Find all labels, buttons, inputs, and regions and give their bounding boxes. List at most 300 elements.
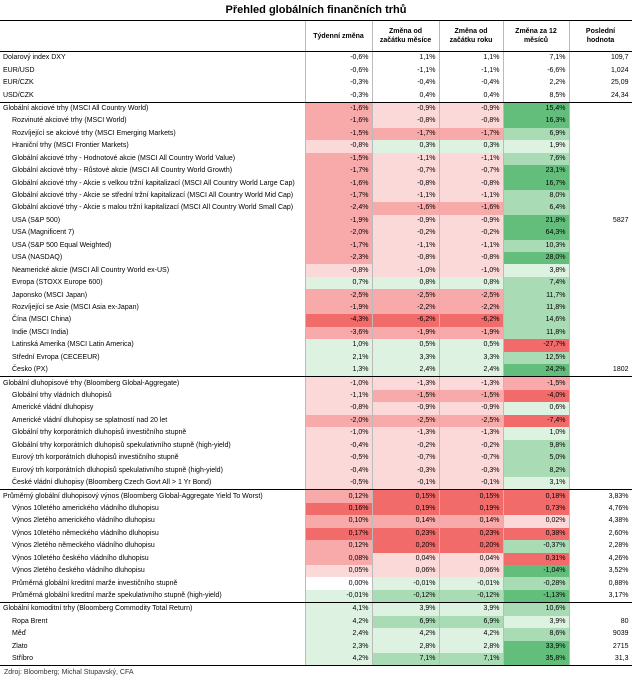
cell-last-value: 24,34: [569, 89, 632, 102]
table-row: [0, 64, 632, 76]
cell-mtd: -0,1%: [372, 477, 439, 490]
table-row: [0, 128, 632, 140]
cell-mtd: 0,4%: [372, 89, 439, 102]
cell-ytd: -0,9%: [439, 402, 503, 414]
table-row: [0, 264, 632, 276]
cell-last-value: [569, 427, 632, 439]
row-label: Výnos 2letého německého vládního dluhopisu: [0, 540, 305, 552]
table-row: [0, 440, 632, 452]
cell-ytd: -1,6%: [439, 202, 503, 214]
cell-12m: -0,37%: [503, 540, 569, 552]
table-row: [0, 464, 632, 476]
cell-mtd: -0,7%: [372, 452, 439, 464]
table-row: [0, 540, 632, 552]
cell-last-value: [569, 115, 632, 127]
cell-weekly: -1,6%: [305, 115, 372, 127]
cell-mtd: -1,1%: [372, 153, 439, 165]
cell-last-value: [569, 165, 632, 177]
cell-12m: 2,2%: [503, 77, 569, 89]
cell-12m: 7,6%: [503, 153, 569, 165]
cell-12m: 3,9%: [503, 616, 569, 628]
cell-last-value: [569, 603, 632, 616]
cell-weekly: -2,0%: [305, 227, 372, 239]
cell-12m: 28,0%: [503, 252, 569, 264]
cell-12m: 0,73%: [503, 503, 569, 515]
table-row: [0, 289, 632, 301]
cell-ytd: 2,4%: [439, 364, 503, 377]
cell-mtd: 0,04%: [372, 553, 439, 565]
cell-weekly: -0,8%: [305, 140, 372, 152]
table-row: [0, 553, 632, 565]
cell-weekly: 0,16%: [305, 503, 372, 515]
table-row: [0, 402, 632, 414]
table-row: [0, 302, 632, 314]
table-row: [0, 352, 632, 364]
cell-weekly: -1,5%: [305, 128, 372, 140]
cell-ytd: -1,1%: [439, 153, 503, 165]
cell-last-value: 3,17%: [569, 590, 632, 603]
cell-12m: 3,1%: [503, 477, 569, 490]
cell-12m: -1,04%: [503, 565, 569, 577]
cell-mtd: 0,15%: [372, 490, 439, 503]
cell-ytd: -1,1%: [439, 190, 503, 202]
cell-last-value: [569, 177, 632, 189]
page-title: Přehled globálních finančních trhů: [0, 0, 632, 21]
cell-ytd: 0,19%: [439, 503, 503, 515]
cell-weekly: -1,9%: [305, 215, 372, 227]
cell-mtd: -0,9%: [372, 215, 439, 227]
cell-ytd: 2,8%: [439, 641, 503, 653]
cell-weekly: 2,3%: [305, 641, 372, 653]
cell-mtd: -2,5%: [372, 289, 439, 301]
row-label: Střední Evropa (CECEEUR): [0, 352, 305, 364]
row-label: USA (S&P 500 Equal Weighted): [0, 240, 305, 252]
row-label: Ropa Brent: [0, 616, 305, 628]
cell-12m: -1,13%: [503, 590, 569, 603]
cell-last-value: [569, 128, 632, 140]
table-row: [0, 153, 632, 165]
cell-12m: 0,38%: [503, 528, 569, 540]
cell-mtd: -1,6%: [372, 202, 439, 214]
cell-12m: 8,0%: [503, 190, 569, 202]
header-row: [0, 21, 632, 52]
row-label: Globální trhy korporátních dluhopisů investičního stupně: [0, 427, 305, 439]
row-label: Eurový trh korporátních dluhopisů spekulativního stupně (high-yield): [0, 464, 305, 476]
table-row: [0, 377, 632, 390]
cell-last-value: [569, 190, 632, 202]
row-label: Globální komoditní trhy (Bloomberg Commodity Total Return): [0, 603, 305, 616]
cell-weekly: -1,7%: [305, 240, 372, 252]
row-label: Globální akciové trhy - Hodnotové akcie (MSCI All Country World Value): [0, 153, 305, 165]
cell-last-value: 5827: [569, 215, 632, 227]
cell-12m: 15,4%: [503, 102, 569, 115]
cell-ytd: -0,8%: [439, 252, 503, 264]
cell-ytd: -0,2%: [439, 440, 503, 452]
row-label: Stříbro: [0, 653, 305, 666]
row-label: Neamerické akcie (MSCI All Country World ex-US): [0, 264, 305, 276]
table-row: [0, 252, 632, 264]
cell-ytd: -0,2%: [439, 227, 503, 239]
cell-last-value: [569, 352, 632, 364]
row-label: USD/CZK: [0, 89, 305, 102]
cell-weekly: -1,7%: [305, 165, 372, 177]
table-row: [0, 215, 632, 227]
cell-last-value: 4,26%: [569, 553, 632, 565]
cell-last-value: [569, 227, 632, 239]
cell-last-value: 109,7: [569, 52, 632, 65]
cell-mtd: -0,4%: [372, 77, 439, 89]
cell-last-value: [569, 252, 632, 264]
cell-ytd: 6,9%: [439, 616, 503, 628]
cell-mtd: -1,7%: [372, 128, 439, 140]
cell-12m: 12,5%: [503, 352, 569, 364]
cell-mtd: 7,1%: [372, 653, 439, 666]
cell-weekly: 2,4%: [305, 628, 372, 640]
cell-mtd: -1,0%: [372, 264, 439, 276]
cell-last-value: [569, 452, 632, 464]
cell-12m: 33,9%: [503, 641, 569, 653]
table-row: [0, 240, 632, 252]
cell-weekly: 0,10%: [305, 515, 372, 527]
cell-ytd: -0,8%: [439, 177, 503, 189]
cell-ytd: -2,5%: [439, 289, 503, 301]
cell-12m: 9,8%: [503, 440, 569, 452]
cell-12m: 11,8%: [503, 302, 569, 314]
table-row: [0, 490, 632, 503]
row-label: Rozvíjející se Asie (MSCI Asia ex-Japan): [0, 302, 305, 314]
table-row: [0, 140, 632, 152]
cell-last-value: 31,3: [569, 653, 632, 666]
cell-last-value: [569, 402, 632, 414]
table-row: [0, 503, 632, 515]
cell-mtd: -0,8%: [372, 252, 439, 264]
row-label: Výnos 10letého českého vládního dluhopisu: [0, 553, 305, 565]
cell-weekly: -0,3%: [305, 89, 372, 102]
cell-last-value: [569, 464, 632, 476]
cell-12m: -4,0%: [503, 390, 569, 402]
cell-12m: 3,8%: [503, 264, 569, 276]
table-row: [0, 628, 632, 640]
cell-last-value: 1,024: [569, 64, 632, 76]
cell-weekly: -0,4%: [305, 440, 372, 452]
row-label: Indie (MSCI India): [0, 327, 305, 339]
cell-ytd: 4,2%: [439, 628, 503, 640]
row-label: Globální trhy vládních dluhopisů: [0, 390, 305, 402]
cell-ytd: 3,9%: [439, 603, 503, 616]
cell-12m: 6,9%: [503, 128, 569, 140]
cell-last-value: 0,88%: [569, 577, 632, 589]
cell-12m: 21,8%: [503, 215, 569, 227]
cell-weekly: 0,12%: [305, 540, 372, 552]
row-label: Globální akciové trhy - Růstové akcie (MSCI All Country World Growth): [0, 165, 305, 177]
cell-mtd: -1,1%: [372, 190, 439, 202]
cell-mtd: -0,01%: [372, 577, 439, 589]
cell-last-value: [569, 415, 632, 427]
cell-mtd: 0,3%: [372, 140, 439, 152]
cell-12m: 16,3%: [503, 115, 569, 127]
table-row: [0, 515, 632, 527]
cell-ytd: -1,9%: [439, 327, 503, 339]
cell-mtd: -0,3%: [372, 464, 439, 476]
cell-weekly: -1,0%: [305, 377, 372, 390]
table-row: [0, 89, 632, 102]
cell-weekly: -2,0%: [305, 415, 372, 427]
cell-ytd: -0,4%: [439, 77, 503, 89]
cell-12m: 10,3%: [503, 240, 569, 252]
cell-12m: 24,2%: [503, 364, 569, 377]
cell-weekly: -0,8%: [305, 402, 372, 414]
source-note: Zdroj: Bloomberg; Michal Stupavský, CFA: [4, 669, 134, 676]
cell-mtd: 2,4%: [372, 364, 439, 377]
table-row: [0, 52, 632, 65]
cell-last-value: 1802: [569, 364, 632, 377]
row-label: Výnos 10letého amerického vládního dluhopisu: [0, 503, 305, 515]
row-label: Měď: [0, 628, 305, 640]
row-label: Průměrná globální kreditní marže spekulativního stupně (high-yield): [0, 590, 305, 603]
cell-ytd: 0,3%: [439, 140, 503, 152]
table-row: [0, 477, 632, 490]
row-label: Výnos 2letého amerického vládního dluhopisu: [0, 515, 305, 527]
cell-mtd: -0,9%: [372, 102, 439, 115]
cell-weekly: 4,1%: [305, 603, 372, 616]
row-label: Čína (MSCI China): [0, 314, 305, 326]
cell-12m: 35,8%: [503, 653, 569, 666]
row-label: Výnos 2letého českého vládního dluhopisu: [0, 565, 305, 577]
cell-ytd: -2,5%: [439, 415, 503, 427]
cell-12m: 1,0%: [503, 427, 569, 439]
cell-mtd: 6,9%: [372, 616, 439, 628]
row-label: EUR/USD: [0, 64, 305, 76]
cell-weekly: 4,2%: [305, 616, 372, 628]
cell-ytd: 7,1%: [439, 653, 503, 666]
cell-mtd: 3,9%: [372, 603, 439, 616]
cell-ytd: -0,01%: [439, 577, 503, 589]
cell-last-value: 9039: [569, 628, 632, 640]
cell-weekly: -1,5%: [305, 153, 372, 165]
table-row: [0, 314, 632, 326]
cell-ytd: -1,1%: [439, 64, 503, 76]
cell-ytd: -1,5%: [439, 390, 503, 402]
cell-weekly: -3,6%: [305, 327, 372, 339]
cell-weekly: -1,7%: [305, 190, 372, 202]
cell-ytd: -1,3%: [439, 377, 503, 390]
cell-last-value: [569, 240, 632, 252]
cell-last-value: [569, 302, 632, 314]
cell-ytd: -0,1%: [439, 477, 503, 490]
cell-ytd: 0,4%: [439, 89, 503, 102]
cell-12m: 8,5%: [503, 89, 569, 102]
cell-mtd: 0,20%: [372, 540, 439, 552]
cell-mtd: -0,12%: [372, 590, 439, 603]
cell-ytd: -0,3%: [439, 464, 503, 476]
cell-mtd: 0,23%: [372, 528, 439, 540]
cell-last-value: 4,38%: [569, 515, 632, 527]
cell-weekly: -0,4%: [305, 464, 372, 476]
cell-ytd: -0,9%: [439, 102, 503, 115]
cell-weekly: 0,08%: [305, 553, 372, 565]
cell-weekly: -0,01%: [305, 590, 372, 603]
cell-weekly: 0,17%: [305, 528, 372, 540]
cell-12m: 0,02%: [503, 515, 569, 527]
table-row: [0, 190, 632, 202]
cell-last-value: [569, 102, 632, 115]
cell-last-value: 25,09: [569, 77, 632, 89]
table-body: [0, 52, 632, 666]
cell-12m: -27,7%: [503, 339, 569, 351]
cell-mtd: 0,5%: [372, 339, 439, 351]
cell-last-value: 3,52%: [569, 565, 632, 577]
cell-weekly: -0,5%: [305, 452, 372, 464]
row-label: Hraniční trhy (MSCI Frontier Markets): [0, 140, 305, 152]
cell-12m: -7,4%: [503, 415, 569, 427]
cell-weekly: -4,3%: [305, 314, 372, 326]
cell-weekly: -2,4%: [305, 202, 372, 214]
row-label: Globální akciové trhy - Akcie se střední tržní kapitalizací (MSCI All Country World Mid Cap): [0, 190, 305, 202]
cell-ytd: 0,14%: [439, 515, 503, 527]
cell-last-value: [569, 377, 632, 390]
table-row: [0, 603, 632, 616]
header-mtd: Změna od začátku měsíce: [372, 21, 439, 52]
row-label: Evropa (STOXX Europe 600): [0, 277, 305, 289]
row-label: Dolarový index DXY: [0, 52, 305, 65]
cell-mtd: 1,1%: [372, 52, 439, 65]
cell-weekly: -1,0%: [305, 427, 372, 439]
cell-ytd: 0,04%: [439, 553, 503, 565]
row-label: EUR/CZK: [0, 77, 305, 89]
cell-mtd: 0,8%: [372, 277, 439, 289]
cell-last-value: [569, 327, 632, 339]
row-label: Japonsko (MSCI Japan): [0, 289, 305, 301]
cell-last-value: 2,60%: [569, 528, 632, 540]
cell-12m: 8,6%: [503, 628, 569, 640]
cell-ytd: -0,7%: [439, 452, 503, 464]
table-row: [0, 577, 632, 589]
cell-mtd: -0,8%: [372, 177, 439, 189]
cell-last-value: [569, 339, 632, 351]
cell-mtd: -1,3%: [372, 377, 439, 390]
table-row: [0, 327, 632, 339]
cell-ytd: -1,7%: [439, 128, 503, 140]
cell-weekly: -0,8%: [305, 264, 372, 276]
cell-last-value: [569, 390, 632, 402]
table-row: [0, 77, 632, 89]
cell-last-value: 2715: [569, 641, 632, 653]
table-row: [0, 165, 632, 177]
cell-weekly: 1,3%: [305, 364, 372, 377]
table-row: [0, 364, 632, 377]
table-row: [0, 202, 632, 214]
cell-12m: 11,8%: [503, 327, 569, 339]
cell-last-value: 2,28%: [569, 540, 632, 552]
row-label: Zlato: [0, 641, 305, 653]
cell-ytd: -1,1%: [439, 240, 503, 252]
row-label: Americké vládní dluhopisy: [0, 402, 305, 414]
cell-12m: 64,3%: [503, 227, 569, 239]
cell-12m: -0,28%: [503, 577, 569, 589]
cell-weekly: -0,6%: [305, 52, 372, 65]
cell-mtd: -0,7%: [372, 165, 439, 177]
cell-weekly: 0,00%: [305, 577, 372, 589]
cell-ytd: -1,3%: [439, 427, 503, 439]
cell-last-value: 80: [569, 616, 632, 628]
table-row: [0, 641, 632, 653]
cell-last-value: [569, 264, 632, 276]
cell-12m: 11,7%: [503, 289, 569, 301]
table-row: [0, 452, 632, 464]
cell-mtd: -0,2%: [372, 440, 439, 452]
cell-12m: 10,6%: [503, 603, 569, 616]
table-row: [0, 528, 632, 540]
cell-12m: 1,9%: [503, 140, 569, 152]
header-12m: Změna za 12 měsíců: [503, 21, 569, 52]
row-label: Globální akciové trhy - Akcie s malou tržní kapitalizací (MSCI All Country World Small Cap): [0, 202, 305, 214]
cell-weekly: -2,3%: [305, 252, 372, 264]
cell-12m: 5,0%: [503, 452, 569, 464]
table-row: [0, 339, 632, 351]
cell-ytd: -0,7%: [439, 165, 503, 177]
cell-mtd: -0,9%: [372, 402, 439, 414]
table-row: [0, 590, 632, 603]
cell-ytd: 0,23%: [439, 528, 503, 540]
cell-weekly: -1,9%: [305, 302, 372, 314]
cell-ytd: -1,0%: [439, 264, 503, 276]
cell-last-value: [569, 440, 632, 452]
row-label: Průměrná globální kreditní marže investičního stupně: [0, 577, 305, 589]
cell-mtd: -1,5%: [372, 390, 439, 402]
cell-weekly: -0,5%: [305, 477, 372, 490]
row-label: České vládní dluhopisy (Bloomberg Czech Govt All > 1 Yr Bond): [0, 477, 305, 490]
cell-ytd: 0,15%: [439, 490, 503, 503]
cell-12m: -6,6%: [503, 64, 569, 76]
row-label: USA (S&P 500): [0, 215, 305, 227]
markets-table: [0, 21, 632, 666]
cell-mtd: 4,2%: [372, 628, 439, 640]
cell-mtd: 2,8%: [372, 641, 439, 653]
table-row: [0, 277, 632, 289]
cell-ytd: -6,2%: [439, 314, 503, 326]
row-label: Globální trhy korporátních dluhopisů spekulativního stupně (high-yield): [0, 440, 305, 452]
cell-last-value: [569, 202, 632, 214]
cell-ytd: -0,12%: [439, 590, 503, 603]
cell-mtd: -1,1%: [372, 240, 439, 252]
cell-mtd: -2,5%: [372, 415, 439, 427]
cell-ytd: 1,1%: [439, 52, 503, 65]
cell-weekly: -2,5%: [305, 289, 372, 301]
table-row: [0, 177, 632, 189]
cell-mtd: 0,06%: [372, 565, 439, 577]
row-label: Rozvíjející se akciové trhy (MSCI Emerging Markets): [0, 128, 305, 140]
cell-mtd: -1,1%: [372, 64, 439, 76]
table-row: [0, 415, 632, 427]
cell-12m: -1,5%: [503, 377, 569, 390]
cell-weekly: 0,12%: [305, 490, 372, 503]
table-row: [0, 653, 632, 666]
cell-12m: 0,31%: [503, 553, 569, 565]
cell-ytd: -2,2%: [439, 302, 503, 314]
cell-12m: 8,2%: [503, 464, 569, 476]
header-weekly: Týdenní změna: [305, 21, 372, 52]
cell-12m: 0,18%: [503, 490, 569, 503]
header-label: [0, 21, 305, 52]
row-label: Globální dluhopisové trhy (Bloomberg Global-Aggregate): [0, 377, 305, 390]
table-row: [0, 115, 632, 127]
cell-ytd: 0,20%: [439, 540, 503, 552]
cell-last-value: [569, 289, 632, 301]
cell-mtd: -0,8%: [372, 115, 439, 127]
cell-last-value: 3,83%: [569, 490, 632, 503]
table-row: [0, 427, 632, 439]
table-row: [0, 102, 632, 115]
